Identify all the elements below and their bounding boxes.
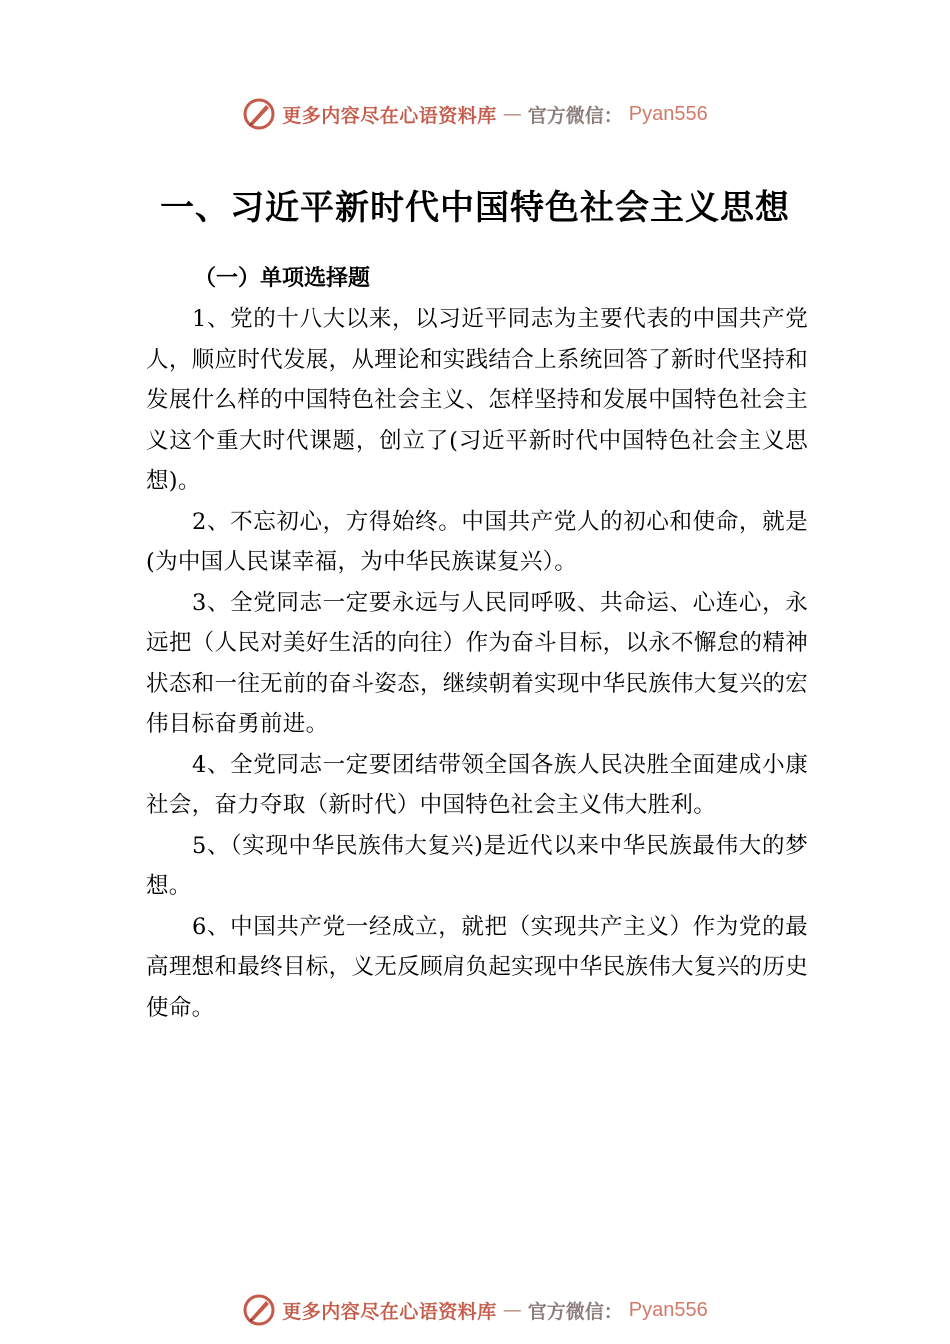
banner-text: 更多内容尽在心语资料库 [282,1300,497,1323]
question-list [146,299,808,1028]
page-title: 一、习近平新时代中国特色社会主义思想 [160,188,790,228]
question-item: 2、不忘初心，方得始终。中国共产党人的初心和使命，就是(为中国人民谋幸福，为中华民族谋复兴）。 [146,508,808,575]
question-item: 5、（实现中华民族伟大复兴)是近代以来中华民族最伟大的梦想。 [146,832,808,899]
banner-text: 更多内容尽在心语资料库 [282,104,497,127]
banner-wechat-label: 官方微信： [527,1300,623,1323]
banner-separator: — [502,103,522,125]
question-item: 1、党的十八大以来，以习近平同志为主要代表的中国共产党人，顺应时代发展，从理论和实践结合上系统回答了新时代坚持和发展什么样的中国特色社会主义、怎样坚持和发展中国特色社会主义这个重大时代课题，创立了(习近平新时代中国特色社会主义思想)。 [146,306,808,494]
banner-wechat-label: 官方微信： [527,104,623,127]
section-heading: （一）单项选择题 [194,265,371,291]
banner-wechat-id: Pyan556 [628,102,708,125]
footer-watermark-banner [0,1292,950,1328]
banner-wechat-id: Pyan556 [628,1298,708,1321]
banner-separator: — [502,1299,522,1321]
question-item: 6、中国共产党一经成立，就把（实现共产主义）作为党的最高理想和最终目标，义无反顾肩负起实现中华民族伟大复兴的历史使命。 [146,913,808,1021]
quill-logo-icon [242,97,276,131]
header-watermark-banner [0,96,950,132]
quill-logo-icon [242,1293,276,1327]
question-item: 3、全党同志一定要永远与人民同呼吸、共命运、心连心，永远把（人民对美好生活的向往）作为奋斗目标，以永不懈怠的精神状态和一往无前的奋斗姿态，继续朝着实现中华民族伟大复兴的宏伟目标奋勇前进。 [146,589,808,737]
question-item: 4、全党同志一定要团结带领全国各族人民决胜全面建成小康社会，奋力夺取（新时代）中国特色社会主义伟大胜利。 [146,751,808,818]
